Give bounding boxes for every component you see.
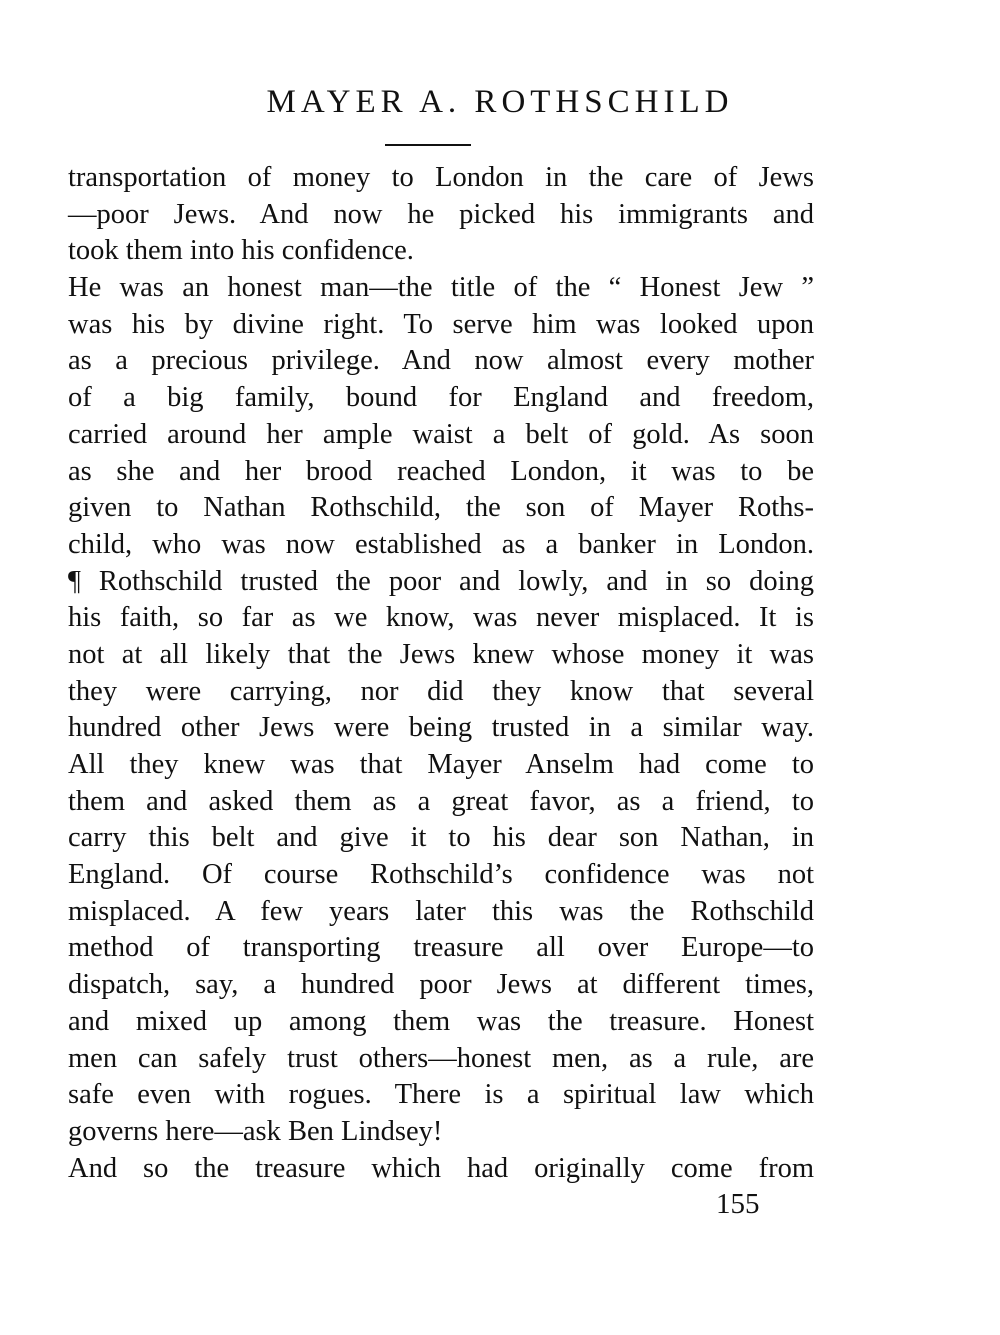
text-line: England. Of course Rothschild’s confidence was not [68, 859, 814, 891]
text-line: And so the treasure which had originally come from [68, 1152, 814, 1184]
text-line: child, who was now established as a banker in London. [68, 528, 814, 560]
page-number: 155 [716, 1188, 760, 1220]
text-line: men can safely trust others—honest men, as a rule, are [68, 1042, 814, 1074]
text-line: ¶ Rothschild trusted the poor and lowly, and in so doing [68, 565, 814, 597]
text-line: transportation of money to London in the care of Jews [68, 162, 814, 193]
text-line: method of transporting treasure all over Europe—to [68, 932, 814, 964]
text-line: carry this belt and give it to his dear son Nathan, in [68, 822, 814, 854]
text-line: He was an honest man—the title of the “ Honest Jew ” [68, 272, 814, 304]
body-text [68, 160, 814, 1187]
text-line: misplaced. A few years later this was the Rothschild [68, 895, 814, 927]
text-line: his faith, so far as we know, was never misplaced. It is [68, 602, 814, 634]
text-line: All they knew was that Mayer Anselm had come to [68, 749, 814, 780]
text-line: carried around her ample waist a belt of gold. As soon [68, 418, 814, 450]
text-line: of a big family, bound for England and freedom, [68, 382, 814, 414]
text-line: as she and her brood reached London, it was to be [68, 455, 814, 487]
text-line: governs here—ask Ben Lindsey! [68, 1115, 443, 1147]
text-line: safe even with rogues. There is a spiritual law which [68, 1079, 814, 1111]
text-line: not at all likely that the Jews knew whose money it was [68, 638, 814, 670]
text-line: they were carrying, nor did they know that several [68, 675, 814, 707]
text-line: took them into his confidence. [68, 235, 414, 267]
running-title: MAYER A. ROTHSCHILD [266, 84, 734, 120]
text-line: —poor Jews. And now he picked his immigrants and [68, 198, 814, 230]
text-line: as a precious privilege. And now almost every mother [68, 345, 814, 377]
text-line: and mixed up among them was the treasure. Honest [68, 1005, 814, 1037]
text-line: was his by divine right. To serve him was looked upon [68, 308, 814, 340]
text-line: them and asked them as a great favor, as a friend, to [68, 785, 814, 817]
text-line: hundred other Jews were being trusted in a similar way. [68, 712, 814, 744]
title-rule [385, 144, 471, 146]
text-line: dispatch, say, a hundred poor Jews at different times, [68, 969, 814, 1001]
text-line: given to Nathan Rothschild, the son of Mayer Roths- [68, 492, 814, 524]
